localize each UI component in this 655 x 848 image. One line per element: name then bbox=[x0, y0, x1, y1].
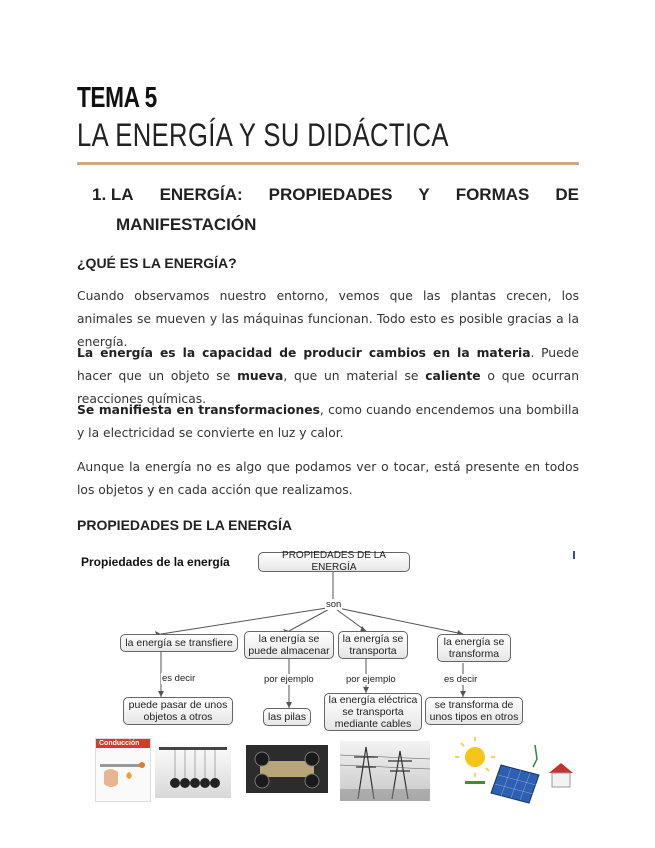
subheading-what-is-energy: ¿QUÉ ES LA ENERGÍA? bbox=[77, 255, 237, 271]
concept-map-title: Propiedades de la energía bbox=[81, 555, 230, 569]
link-label-por-ejemplo: por ejemplo bbox=[264, 674, 314, 685]
concept-root-node: PROPIEDADES DE LA ENERGÍA bbox=[258, 552, 410, 572]
heading-word: Y bbox=[418, 185, 430, 204]
margin-mark bbox=[573, 551, 575, 559]
concept-node-transfer: la energía se transfiere bbox=[120, 634, 238, 652]
concept-leaf-store: las pilas bbox=[263, 708, 311, 726]
concept-node-store: la energía se puede almacenar bbox=[244, 631, 334, 659]
concept-leaf-transport: la energía eléctrica se transporta mediante cables bbox=[324, 693, 422, 731]
battery-icon bbox=[246, 745, 328, 793]
heading-word: PROPIEDADES bbox=[268, 185, 393, 204]
section-heading-line2: MANIFESTACIÓN bbox=[116, 215, 257, 234]
battery-car-illustration bbox=[246, 745, 328, 793]
heading-word: ENERGÍA: bbox=[159, 185, 243, 204]
link-label-por-ejemplo: por ejemplo bbox=[346, 674, 396, 685]
heading-word: DE bbox=[555, 185, 579, 204]
solar-energy-illustration bbox=[453, 737, 577, 807]
paragraph-manifestation: Se manifiesta en transformaciones, como cuando encendemos una bombilla y la electricidad se convierte en luz y calor. bbox=[77, 403, 579, 440]
paragraph-intro: Cuando observamos nuestro entorno, vemos que las plantas crecen, los animales se mueven y las máquinas funcionan. Todo esto es posible gracias a la energía. bbox=[77, 289, 579, 349]
conduction-caption: Conducción bbox=[96, 739, 150, 748]
power-tower-icon bbox=[340, 741, 430, 801]
concept-node-transport: la energía se transporta bbox=[338, 631, 408, 659]
heading-word: FORMAS bbox=[455, 185, 530, 204]
concept-map-figure bbox=[77, 545, 579, 810]
conduction-illustration bbox=[95, 738, 151, 802]
concept-leaf-transfer: puede pasar de unos objetos a otros bbox=[123, 697, 233, 725]
link-label-son: son bbox=[326, 599, 342, 610]
concept-node-transform: la energía se transforma bbox=[437, 634, 511, 662]
pendulum-icon bbox=[155, 743, 231, 798]
section-number: 1. LA bbox=[92, 185, 134, 204]
newtons-cradle-illustration bbox=[155, 743, 231, 798]
concept-leaf-transform: se transforma de unos tipos en otros bbox=[425, 697, 523, 725]
page-title: LA ENERGÍA Y SU DIDÁCTICA bbox=[77, 117, 449, 153]
section-heading-line1 bbox=[92, 180, 579, 210]
section-heading bbox=[92, 180, 579, 240]
paragraph-definition: La energía es la capacidad de producir cambios en la materia. Puede hacer que un objeto se mueva, que un material se caliente o que ocurran reacciones químicas. bbox=[77, 346, 579, 406]
tema-number: TEMA 5 bbox=[77, 82, 157, 114]
solar-panel-icon bbox=[453, 737, 577, 807]
subheading-properties: PROPIEDADES DE LA ENERGÍA bbox=[77, 517, 292, 533]
power-lines-illustration bbox=[340, 741, 430, 801]
hand-heat-icon bbox=[96, 748, 150, 798]
title-divider bbox=[77, 162, 579, 165]
paragraph-presence: Aunque la energía no es algo que podamos ver o tocar, está presente en todos los objetos y en cada acción que realizamos. bbox=[77, 460, 579, 497]
link-label-es-decir: es decir bbox=[162, 673, 196, 684]
link-label-es-decir: es decir bbox=[444, 674, 478, 685]
